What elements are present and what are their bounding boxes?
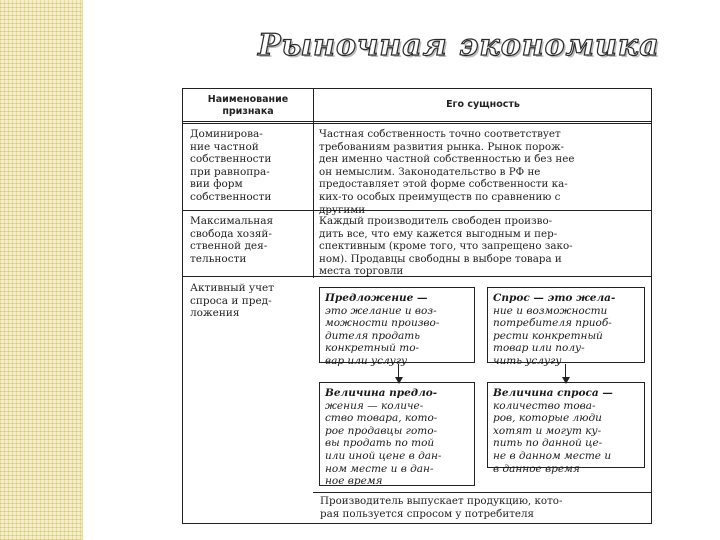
slide-title: Рыночная экономика	[258, 28, 660, 63]
text-line: это желание и воз-	[325, 304, 437, 317]
header-feature-line: признака	[222, 105, 274, 117]
text-line: или иной цене в дан-	[325, 449, 442, 462]
text-line: Максимальная	[190, 215, 274, 227]
conclusion-top-line	[313, 492, 651, 493]
header-essence: Его сущность	[446, 99, 520, 110]
demand-definition-box	[487, 287, 645, 367]
text-line: собственности	[190, 190, 272, 203]
conclusion-text	[320, 495, 562, 520]
arrow-down-icon	[565, 364, 566, 378]
text-line: при равнопра-	[190, 165, 270, 178]
text-line: не в данном месте и	[493, 449, 612, 462]
text-line: можности произво-	[325, 317, 440, 330]
market-economy-table	[182, 88, 652, 524]
row3-feature	[190, 282, 274, 320]
row1-feature	[190, 128, 271, 204]
demand-quantity-box	[487, 382, 645, 475]
text-line: ких-то особых преимуществ по сравнению с	[319, 190, 561, 203]
text-line: хотят и могут ку-	[493, 424, 602, 437]
col-divider-rows	[313, 123, 314, 278]
text-line: ство товара, кото-	[325, 412, 438, 425]
text-line: ном месте и в дан-	[325, 462, 434, 475]
text-line: товар или полу-	[493, 342, 585, 355]
header-bottom-line	[183, 121, 651, 122]
text-line: количество това-	[493, 399, 596, 412]
arrow-down-icon	[398, 364, 399, 378]
row2-essence	[319, 215, 573, 278]
text-line: рая пользуется спросом у потребителя	[320, 507, 535, 520]
text-line: Величина спроса —	[493, 387, 613, 399]
text-line: вии форм	[190, 178, 243, 191]
text-line: предоставляет этой форме собственности ка-	[319, 178, 568, 191]
text-line: другими	[319, 203, 366, 216]
text-line: тельности	[190, 252, 247, 265]
text-line: конкретный то-	[325, 342, 420, 355]
text-line: Спрос — это жела-	[493, 292, 616, 304]
supply-quantity-box	[319, 382, 475, 486]
text-line: ное время	[325, 475, 383, 488]
text-line: ден именно частной собственностью и без нее	[319, 153, 575, 166]
row1-essence	[319, 128, 574, 216]
text-line: собственности	[190, 153, 272, 166]
text-line: дителя продать	[325, 329, 420, 342]
text-line: рое продавцы гото-	[325, 424, 438, 437]
text-line: пить по данной це-	[493, 437, 603, 450]
text-line: Активный учет	[190, 282, 275, 294]
text-line: Величина предло-	[325, 387, 438, 399]
text-line: Каждый производитель свободен произво-	[319, 215, 553, 227]
header-feature-line: Наименование	[207, 94, 289, 105]
text-line: ние частной	[190, 140, 259, 153]
text-line: в данное время	[493, 462, 580, 475]
text-line: спроса и пред-	[190, 294, 272, 307]
text-line: ложения	[190, 307, 240, 320]
text-line: ном). Продавцы свободны в выборе товара и	[319, 252, 562, 265]
header-bottom-line-double	[183, 123, 651, 124]
text-line: места торговли	[319, 265, 404, 278]
text-line: он немыслим. Законодательство в РФ не	[319, 165, 541, 178]
text-line: дить все, что ему кажется выгодным и пер-	[319, 227, 558, 240]
text-line: рести конкретный	[493, 329, 603, 342]
text-line: вы продать по той	[325, 437, 435, 450]
text-line: чить услугу	[493, 354, 562, 367]
text-line: требованиям развития рынка. Рынок порож-	[319, 140, 565, 153]
text-line: Частная собственность точно соответствует	[319, 128, 561, 140]
text-line: ние и возможности	[493, 304, 608, 317]
supply-definition-box	[319, 287, 475, 367]
text-line: вар или услугу	[325, 354, 408, 367]
text-line: Доминирова-	[190, 128, 263, 140]
header-divider	[313, 89, 314, 123]
header-feature	[185, 94, 311, 117]
text-line: потребителя приоб-	[493, 317, 612, 330]
text-line: жения — количе-	[325, 399, 424, 412]
text-line: ственной дея-	[190, 240, 268, 253]
text-line: ров, которые люди	[493, 412, 602, 425]
text-line: Предложение —	[325, 292, 428, 304]
text-line: свобода хозяй-	[190, 227, 272, 240]
row2-feature	[190, 215, 273, 265]
text-line: спективным (кроме того, что запрещено зако-	[319, 240, 573, 253]
text-line: Производитель выпускает продукцию, кото-	[320, 495, 563, 507]
decorative-side-pattern	[0, 0, 83, 540]
